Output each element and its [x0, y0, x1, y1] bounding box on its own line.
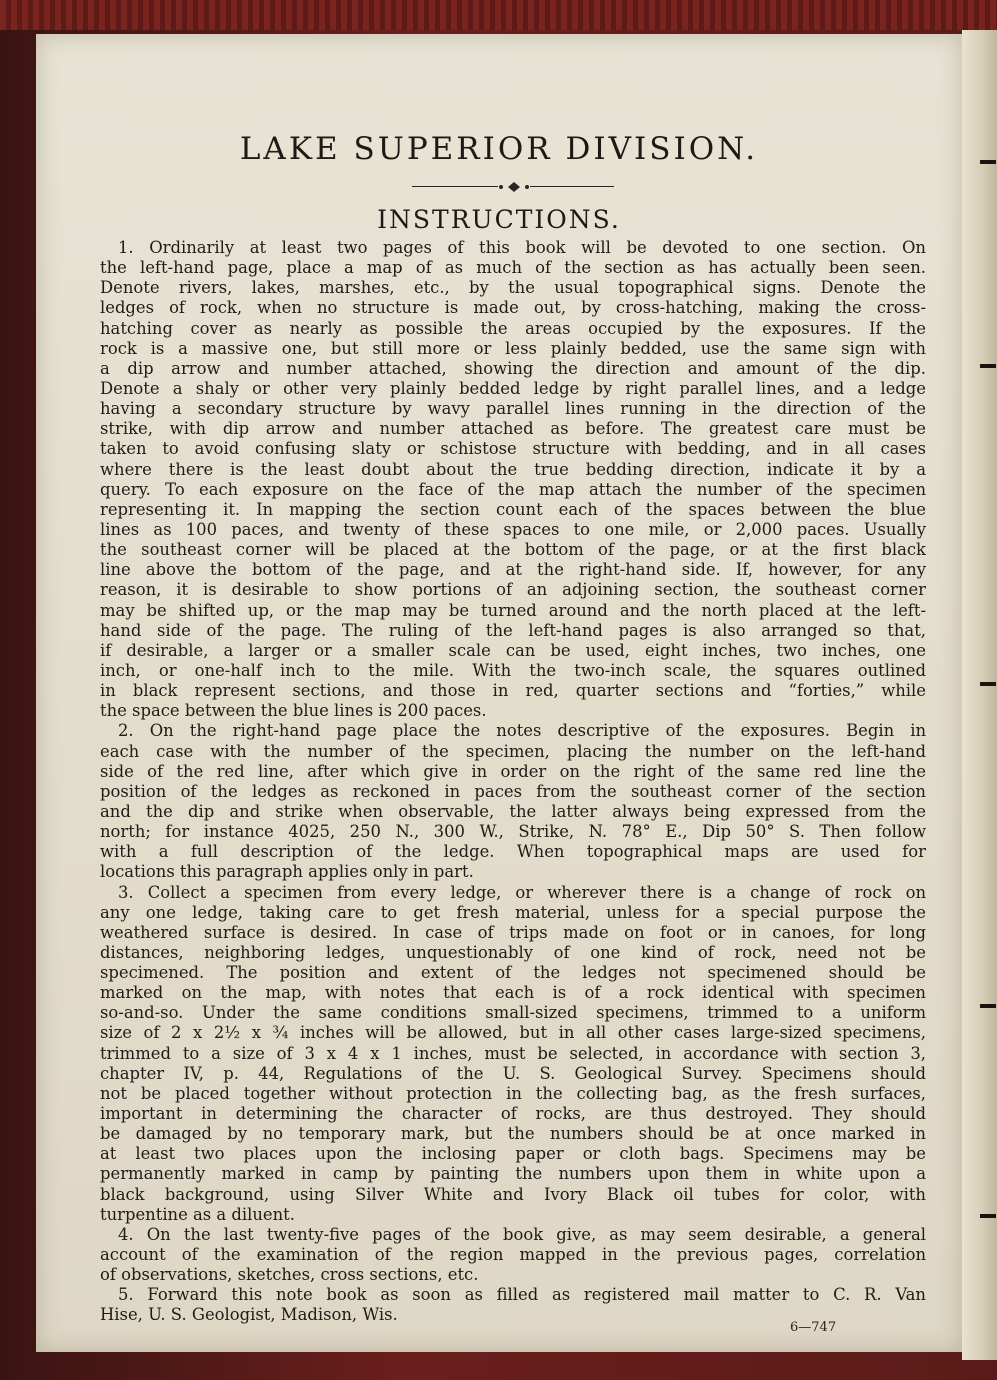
paragraph-3-line: distances, neighboring ledges, unquestionably of one kind of rock, need not be — [100, 942, 926, 962]
paragraph-3-line: so-and-so. Under the same conditions small-sized specimens, trimmed to a uniform — [100, 1003, 926, 1023]
paragraph-1-line: the southeast corner will be placed at the bottom of the page, or at the first black — [100, 540, 926, 560]
paragraph-1-line: Denote rivers, lakes, marshes, etc., by the usual topographical signs. Denote the — [100, 278, 926, 298]
paragraph-1-line: reason, it is desirable to show portions of an adjoining section, the southeast corner — [100, 580, 926, 600]
paragraph-5-line: 5. Forward this note book as soon as filled as registered mail matter to C. R. Van — [118, 1285, 926, 1305]
paragraph-3-line: chapter IV, p. 44, Regulations of the U. S. Geological Survey. Specimens should — [100, 1063, 926, 1083]
paragraph-2-line: and the dip and strike when observable, the latter always being expressed from the — [100, 801, 926, 821]
paragraph-1-line: 1. Ordinarily at least two pages of this book will be devoted to one section. On — [118, 238, 926, 257]
paragraph-3-line: not be placed together without protection in the collecting bag, as the fresh surfaces, — [100, 1083, 926, 1103]
paragraph-3-line: marked on the map, with notes that each is of a rock identical with specimen — [100, 983, 926, 1003]
paragraph-2-line: each case with the number of the specimen, placing the number on the left-hand — [100, 741, 926, 761]
paragraph-1-line: a dip arrow and number attached, showing the direction and amount of the dip. — [100, 358, 926, 378]
paragraph-3-line: permanently marked in camp by painting the numbers upon them in white upon a — [100, 1164, 926, 1184]
paragraph-3-line: important in determining the character of rocks, are thus destroyed. They should — [100, 1104, 926, 1124]
paragraph-3-line: turpentine as a diluent. — [100, 1204, 295, 1224]
instruction-page — [36, 34, 962, 1352]
paragraph-3-line: weathered surface is desired. In case of trips made on foot or in canoes, for long — [100, 922, 926, 942]
paragraph-2-line: position of the ledges as reckoned in paces from the southeast corner of the section — [100, 781, 926, 801]
paragraph-1-line: in black represent sections, and those in red, quarter sections and “forties,” while — [100, 681, 926, 701]
paragraph-1-line: taken to avoid confusing slaty or schistose structure with bedding, and in all cases — [100, 439, 926, 459]
paragraph-1-line: the left-hand page, place a map of as much of the section as has actually been seen. — [100, 258, 926, 278]
paragraph-1-line: the space between the blue lines is 200 paces. — [100, 701, 487, 721]
paragraph-1-line: rock is a massive one, but still more or less plainly bedded, use the same sign with — [100, 338, 926, 358]
paragraph-1-line: representing it. In mapping the section count each of the spaces between the blue — [100, 499, 926, 519]
paragraph-1-line: Denote a shaly or other very plainly bedded ledge by right parallel lines, and a ledge — [100, 378, 926, 398]
paragraph-3-line: be damaged by no temporary mark, but the numbers should be at once marked in — [100, 1124, 926, 1144]
paragraph-2-line: with a full description of the ledge. When topographical maps are used for — [100, 842, 926, 862]
cover-top-edge — [0, 0, 997, 30]
ornament-divider — [412, 180, 614, 194]
paragraph-3-line: specimened. The position and extent of the ledges not specimened should be — [100, 963, 926, 983]
paragraph-3-line: any one ledge, taking care to get fresh material, unless for a special purpose the — [100, 902, 926, 922]
form-code: 6—747 — [790, 1320, 837, 1335]
paragraph-3-line: black background, using Silver White and Ivory Black oil tubes for color, with — [100, 1184, 926, 1204]
paragraph-3-line: size of 2 x 2½ x ¾ inches will be allowed, but in all other cases large-sized specimens, — [100, 1023, 926, 1043]
paragraph-2-line: 2. On the right-hand page place the notes descriptive of the exposures. Begin in — [118, 721, 926, 741]
paragraph-2-line: side of the red line, after which give in order on the right of the same red line the — [100, 761, 926, 781]
diamond-ornament-icon — [496, 180, 532, 194]
paragraph-1-line: ledges of rock, when no structure is made out, by cross-hatching, making the cross- — [100, 298, 926, 318]
paragraph-3-line: at least two places upon the inclosing paper or cloth bags. Specimens may be — [100, 1144, 926, 1164]
paragraph-1-line: inch, or one-half inch to the mile. With the two-inch scale, the squares outlined — [100, 660, 926, 680]
paragraph-1-line: if desirable, a larger or a smaller scale can be used, eight inches, two inches, one — [100, 640, 926, 660]
paragraph-4-line: of observations, sketches, cross sections, etc. — [100, 1265, 479, 1285]
paragraph-1-line: where there is the least doubt about the true bedding direction, indicate it by a — [100, 459, 926, 479]
paragraph-2-line: north; for instance 4025, 250 N., 300 W., Strike, N. 78° E., Dip 50° S. Then follow — [100, 822, 926, 842]
paragraph-1-line: line above the bottom of the page, and at the right-hand side. If, however, for any — [100, 560, 926, 580]
paragraph-2-line: locations this paragraph applies only in part. — [100, 862, 474, 882]
paragraph-4-line: account of the examination of the region mapped in the previous pages, correlation — [100, 1245, 926, 1265]
paragraph-1-line: may be shifted up, or the map may be turned around and the north placed at the left- — [100, 600, 926, 620]
paragraph-1-line: hatching cover as nearly as possible the areas occupied by the exposures. If the — [100, 318, 926, 338]
instructions-heading: INSTRUCTIONS. — [377, 205, 621, 234]
page-heading: LAKE SUPERIOR DIVISION. — [239, 131, 759, 167]
paragraph-1-line: lines as 100 paces, and twenty of these spaces to one mile, or 2,000 paces. Usually — [100, 519, 926, 539]
paragraph-3-line: 3. Collect a specimen from every ledge, or wherever there is a change of rock on — [118, 882, 926, 902]
paragraph-1-line: hand side of the page. The ruling of the left-hand pages is also arranged so that, — [100, 620, 926, 640]
page-edges — [962, 30, 997, 1360]
paragraph-4-line: 4. On the last twenty-five pages of the book give, as may seem desirable, a general — [118, 1224, 926, 1244]
paragraph-1-line: query. To each exposure on the face of the map attach the number of the specimen — [100, 479, 926, 499]
paragraph-3-line: trimmed to a size of 3 x 4 x 1 inches, must be selected, in accordance with section 3, — [100, 1043, 926, 1063]
paragraph-5-line: Hise, U. S. Geologist, Madison, Wis. — [100, 1305, 398, 1325]
paragraph-1-line: strike, with dip arrow and number attached as before. The greatest care must be — [100, 419, 926, 439]
paragraph-1-line: having a secondary structure by wavy parallel lines running in the direction of the — [100, 399, 926, 419]
instructions-body — [100, 238, 926, 1326]
